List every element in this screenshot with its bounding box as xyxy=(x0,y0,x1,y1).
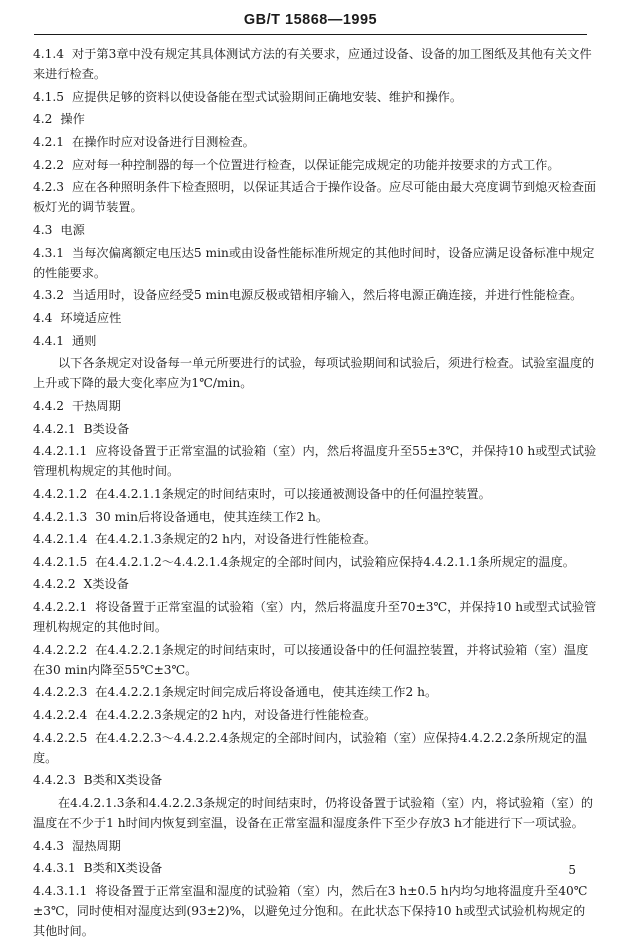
clause-4-4-1 xyxy=(33,331,597,351)
clause-text: 电源 xyxy=(60,222,85,237)
clause-text: 30 min后将设备通电，使其连续工作2 h。 xyxy=(95,509,329,524)
clause-4-4-2-1-1 xyxy=(33,441,597,481)
clause-number: 4.3 xyxy=(33,222,53,237)
clause-4-1-5 xyxy=(33,87,597,107)
clause-4-4-3 xyxy=(33,836,597,856)
clause-4-3 xyxy=(33,220,597,240)
clause-4-4-2-1-4 xyxy=(33,529,597,549)
clause-text: B类和X类设备 xyxy=(83,861,163,876)
clause-text: 应将设备置于正常室温的试验箱（室）内，然后将温度升至55±3℃，并保持10 h或型式试验管理机构规定的其他时间。 xyxy=(33,444,597,479)
clause-4-3-1 xyxy=(33,243,597,283)
clause-text: 对于第3章中没有规定其具体测试方法的有关要求，应通过设备、设备的加工图纸及其他有关文件来进行检查。 xyxy=(33,47,592,82)
clause-number: 4.4 xyxy=(33,310,53,325)
standard-code: GB/T 15868—1995 xyxy=(243,12,378,28)
clause-number: 4.1.4 xyxy=(33,47,65,61)
clause-text: 环境适应性 xyxy=(60,310,122,325)
clause-4-4-2-2-2 xyxy=(33,640,597,680)
clause-number: 4.4.2 xyxy=(33,398,65,413)
clause-text: 应对每一种控制器的每一个位置进行检查，以保证能完成规定的功能并按要求的方式工作。 xyxy=(72,157,560,172)
clause-text: 应提供足够的资料以使设备能在型式试验期间正确地安装、维护和操作。 xyxy=(72,89,463,104)
clause-number: 4.3.1 xyxy=(33,245,65,260)
clause-number: 4.4.3.1 xyxy=(33,861,76,876)
clause-4-4-2-2 xyxy=(33,574,597,594)
clause-4-4-2-2-1 xyxy=(33,597,597,637)
clause-number: 4.2.2 xyxy=(33,157,65,172)
clause-4-4-2-2-3 xyxy=(33,682,597,702)
clause-text: 在操作时应对设备进行目测检查。 xyxy=(72,134,255,149)
clause-text: 在4.4.2.2.3条规定的2 h内，对设备进行性能检查。 xyxy=(95,708,377,723)
clause-number: 4.4.2.1.4 xyxy=(33,532,88,547)
clause-number: 4.4.2.2.5 xyxy=(33,730,88,745)
clause-4-4-3-1 xyxy=(33,858,597,878)
clause-text: 在4.4.2.1.3条和4.4.2.2.3条规定的时间结束时，仍将设备置于试验箱（室）内，将试验箱（室）的温度在不少于1 h时间内恢复到室温，设备在正常室温和湿度条件下至少存放3 h才能进行下一项试验。 xyxy=(33,796,594,831)
clause-number: 4.4.2.2.2 xyxy=(33,642,88,657)
clause-number: 4.4.2.1.3 xyxy=(33,509,88,524)
clause-4-1-4 xyxy=(33,44,597,84)
clause-text: 在4.4.2.1.2～4.4.2.1.4条规定的全部时间内，试验箱应保持4.4.2.1.1条所规定的温度。 xyxy=(95,554,575,569)
clause-4-4-2 xyxy=(33,396,597,416)
clause-text: 操作 xyxy=(60,112,85,127)
clause-number: 4.4.2.2.1 xyxy=(33,599,88,614)
clause-number: 4.4.2.1 xyxy=(33,421,76,436)
clause-text: 在4.4.2.2.3～4.4.2.2.4条规定的全部时间内，试验箱（室）应保持4.4.2.2.2条所规定的温度。 xyxy=(33,730,588,765)
clause-number: 4.4.2.3 xyxy=(33,773,76,788)
clause-text: 当适用时，设备应经受5 min电源反极或错相序输入，然后将电源正确连接，并进行性能检查。 xyxy=(72,288,583,303)
clause-4-4-2-2-4 xyxy=(33,705,597,725)
clause-number: 4.3.2 xyxy=(33,288,65,303)
clause-4-4-2-1-3 xyxy=(33,507,597,527)
header-rule xyxy=(34,34,587,35)
clause-text: B类设备 xyxy=(83,421,130,436)
clause-text: B类和X类设备 xyxy=(83,773,163,788)
clause-text: 以下各条规定对设备每一单元所要进行的试验，每项试验期间和试验后，须进行检查。试验室温度的上升或下降的最大变化率应为1℃/min。 xyxy=(33,356,595,391)
clause-text: 通则 xyxy=(72,333,97,348)
clause-4-4-2-2-5 xyxy=(33,728,597,768)
clause-text: X类设备 xyxy=(83,577,129,592)
clause-number: 4.2 xyxy=(33,112,53,127)
clause-text: 在4.4.2.1.3条规定的2 h内，对设备进行性能检查。 xyxy=(95,532,377,547)
clause-4-2-1 xyxy=(33,132,597,152)
clause-number: 4.4.2.2.4 xyxy=(33,708,88,723)
page-header xyxy=(0,12,621,28)
clause-4-4-2-1 xyxy=(33,419,597,439)
document-body xyxy=(33,44,597,944)
clause-text: 在4.4.2.1.1条规定的时间结束时，可以接通被测设备中的任何温控装置。 xyxy=(95,486,491,501)
clause-text: 将设备置于正常室温的试验箱（室）内，然后将温度升至70±3℃，并保持10 h或型式试验管理机构规定的其他时间。 xyxy=(33,599,597,635)
clause-text: 应在各种照明条件下检查照明，以保证其适合于操作设备。应尽可能由最大亮度调节到熄灭检查面板灯光的调节装置。 xyxy=(33,180,597,215)
clause-number: 4.2.1 xyxy=(33,134,65,149)
clause-number: 4.4.2.2.3 xyxy=(33,685,88,700)
clause-number: 4.4.2.1.2 xyxy=(33,486,88,501)
clause-4-4-2-1-5 xyxy=(33,552,597,572)
clause-text: 在4.4.2.2.1条规定时间完成后将设备通电，使其连续工作2 h。 xyxy=(95,685,438,700)
clause-text: 湿热周期 xyxy=(72,838,121,853)
clause-text: 在4.4.2.2.1条规定的时间结束时，可以接通设备中的任何温控装置，并将试验箱（室）温度在30 min内降至55℃±3℃。 xyxy=(33,642,589,677)
clause-number: 4.1.5 xyxy=(33,89,65,104)
clause-number: 4.4.3.1.1 xyxy=(33,884,88,899)
clause-4-2 xyxy=(33,109,597,129)
body-paragraph xyxy=(33,793,597,833)
clause-text: 干热周期 xyxy=(72,398,121,413)
clause-number: 4.4.2.2 xyxy=(33,577,76,592)
clause-4-3-2 xyxy=(33,285,597,305)
clause-number: 4.2.3 xyxy=(33,180,65,195)
clause-4-4-3-1-1 xyxy=(33,881,597,942)
clause-text: 当每次偏离额定电压达5 min或由设备性能标准所规定的其他时间时，设备应满足设备标准中规定的性能要求。 xyxy=(33,245,595,280)
clause-4-2-3 xyxy=(33,177,597,217)
clause-number: 4.4.1 xyxy=(33,333,65,348)
clause-text: 将设备置于正常室温和湿度的试验箱（室）内，然后在3 h±0.5 h内均匀地将温度升至40℃±3℃，同时使相对湿度达到(93±2)%，以避免过分饱和。在此状态下保持10 h或型式试验机构规定的其他时间。 xyxy=(33,884,588,939)
clause-number: 4.4.3 xyxy=(33,838,65,853)
clause-4-4 xyxy=(33,308,597,328)
clause-number: 4.4.2.1.1 xyxy=(33,444,88,459)
clause-number: 4.4.2.1.5 xyxy=(33,554,88,569)
clause-4-4-2-1-2 xyxy=(33,484,597,504)
clause-4-2-2 xyxy=(33,155,597,175)
page-number: 5 xyxy=(568,863,576,877)
body-paragraph xyxy=(33,353,597,393)
clause-4-4-2-3 xyxy=(33,770,597,790)
